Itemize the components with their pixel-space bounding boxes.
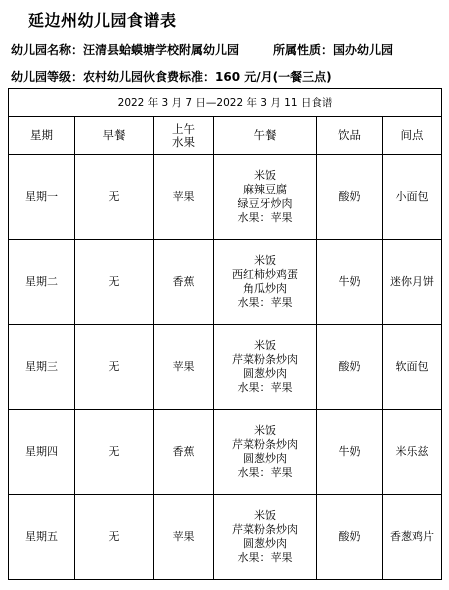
lunch-cell bbox=[214, 495, 317, 580]
lunch-item: 水果：苹果 bbox=[237, 211, 293, 225]
header-breakfast: 早餐 bbox=[75, 116, 154, 154]
breakfast-cell: 无 bbox=[75, 325, 154, 410]
weekday-cell: 星期四 bbox=[9, 410, 75, 495]
drink-cell: 酸奶 bbox=[317, 155, 383, 240]
table-row bbox=[9, 240, 442, 325]
snack-cell: 小面包 bbox=[383, 155, 442, 240]
fruit-cell: 香蕉 bbox=[154, 410, 214, 495]
snack-cell: 米乐兹 bbox=[383, 410, 442, 495]
lunch-item: 水果：苹果 bbox=[237, 381, 293, 395]
date-range: 2022 年 3 月 7 日—2022 年 3 月 11 日食谱 bbox=[9, 89, 442, 117]
kindergarten-grade: 幼儿园等级：农村幼儿园伙食费标准：160 元/月(一餐三点) bbox=[11, 70, 332, 84]
lunch-item: 角瓜炒肉 bbox=[243, 282, 287, 296]
menu-table bbox=[8, 88, 442, 580]
lunch-item: 芹菜粉条炒肉 bbox=[232, 438, 298, 452]
info-line-1 bbox=[11, 41, 393, 58]
lunch-item: 芹菜粉条炒肉 bbox=[232, 523, 298, 536]
fruit-cell: 苹果 bbox=[154, 495, 214, 580]
snack-cell: 软面包 bbox=[383, 325, 442, 410]
lunch-item: 麻辣豆腐 bbox=[243, 183, 287, 197]
lunch-item: 米饭 bbox=[254, 339, 276, 353]
weekday-cell: 星期三 bbox=[9, 325, 75, 410]
page-title: 延边州幼儿园食谱表 bbox=[28, 11, 177, 30]
lunch-item: 米饭 bbox=[254, 509, 276, 522]
date-range-row bbox=[9, 89, 442, 117]
weekday-cell: 星期二 bbox=[9, 240, 75, 325]
table-row bbox=[9, 155, 442, 240]
weekday-cell: 星期五 bbox=[9, 495, 75, 580]
lunch-item: 西红柿炒鸡蛋 bbox=[232, 268, 298, 282]
breakfast-cell: 无 bbox=[75, 495, 154, 580]
header-row bbox=[9, 116, 442, 154]
lunch-item: 圆葱炒肉 bbox=[243, 537, 287, 550]
drink-cell: 牛奶 bbox=[317, 410, 383, 495]
snack-cell: 香葱鸡片 bbox=[383, 495, 442, 580]
kindergarten-nature: 所属性质：国办幼儿园 bbox=[273, 43, 394, 57]
kindergarten-name: 幼儿园名称：汪清县蛤蟆塘学校附属幼儿园 bbox=[11, 43, 240, 57]
drink-cell: 牛奶 bbox=[317, 240, 383, 325]
drink-cell: 酸奶 bbox=[317, 495, 383, 580]
fruit-cell: 苹果 bbox=[154, 325, 214, 410]
lunch-item: 绿豆牙炒肉 bbox=[237, 197, 293, 211]
table-row bbox=[9, 495, 442, 580]
lunch-item: 芹菜粉条炒肉 bbox=[232, 353, 298, 367]
header-drink: 饮品 bbox=[317, 116, 383, 154]
lunch-cell bbox=[214, 410, 317, 495]
lunch-item: 圆葱炒肉 bbox=[243, 452, 287, 466]
breakfast-cell: 无 bbox=[75, 240, 154, 325]
lunch-item: 圆葱炒肉 bbox=[243, 367, 287, 381]
header-snack: 间点 bbox=[383, 116, 442, 154]
table-row bbox=[9, 325, 442, 410]
lunch-item: 水果：苹果 bbox=[237, 296, 293, 310]
lunch-cell bbox=[214, 325, 317, 410]
lunch-cell bbox=[214, 240, 317, 325]
fruit-cell: 苹果 bbox=[154, 155, 214, 240]
header-weekday: 星期 bbox=[9, 116, 75, 154]
lunch-cell bbox=[214, 155, 317, 240]
snack-cell: 迷你月饼 bbox=[383, 240, 442, 325]
lunch-item: 米饭 bbox=[254, 169, 276, 183]
lunch-item: 水果：苹果 bbox=[237, 466, 293, 480]
lunch-item: 米饭 bbox=[254, 424, 276, 438]
header-morning-fruit: 上午 水果 bbox=[154, 116, 214, 154]
lunch-item: 米饭 bbox=[254, 254, 276, 268]
header-lunch: 午餐 bbox=[214, 116, 317, 154]
table-row bbox=[9, 410, 442, 495]
weekday-cell: 星期一 bbox=[9, 155, 75, 240]
lunch-item: 水果：苹果 bbox=[237, 551, 293, 564]
fruit-cell: 香蕉 bbox=[154, 240, 214, 325]
breakfast-cell: 无 bbox=[75, 410, 154, 495]
breakfast-cell: 无 bbox=[75, 155, 154, 240]
drink-cell: 酸奶 bbox=[317, 325, 383, 410]
